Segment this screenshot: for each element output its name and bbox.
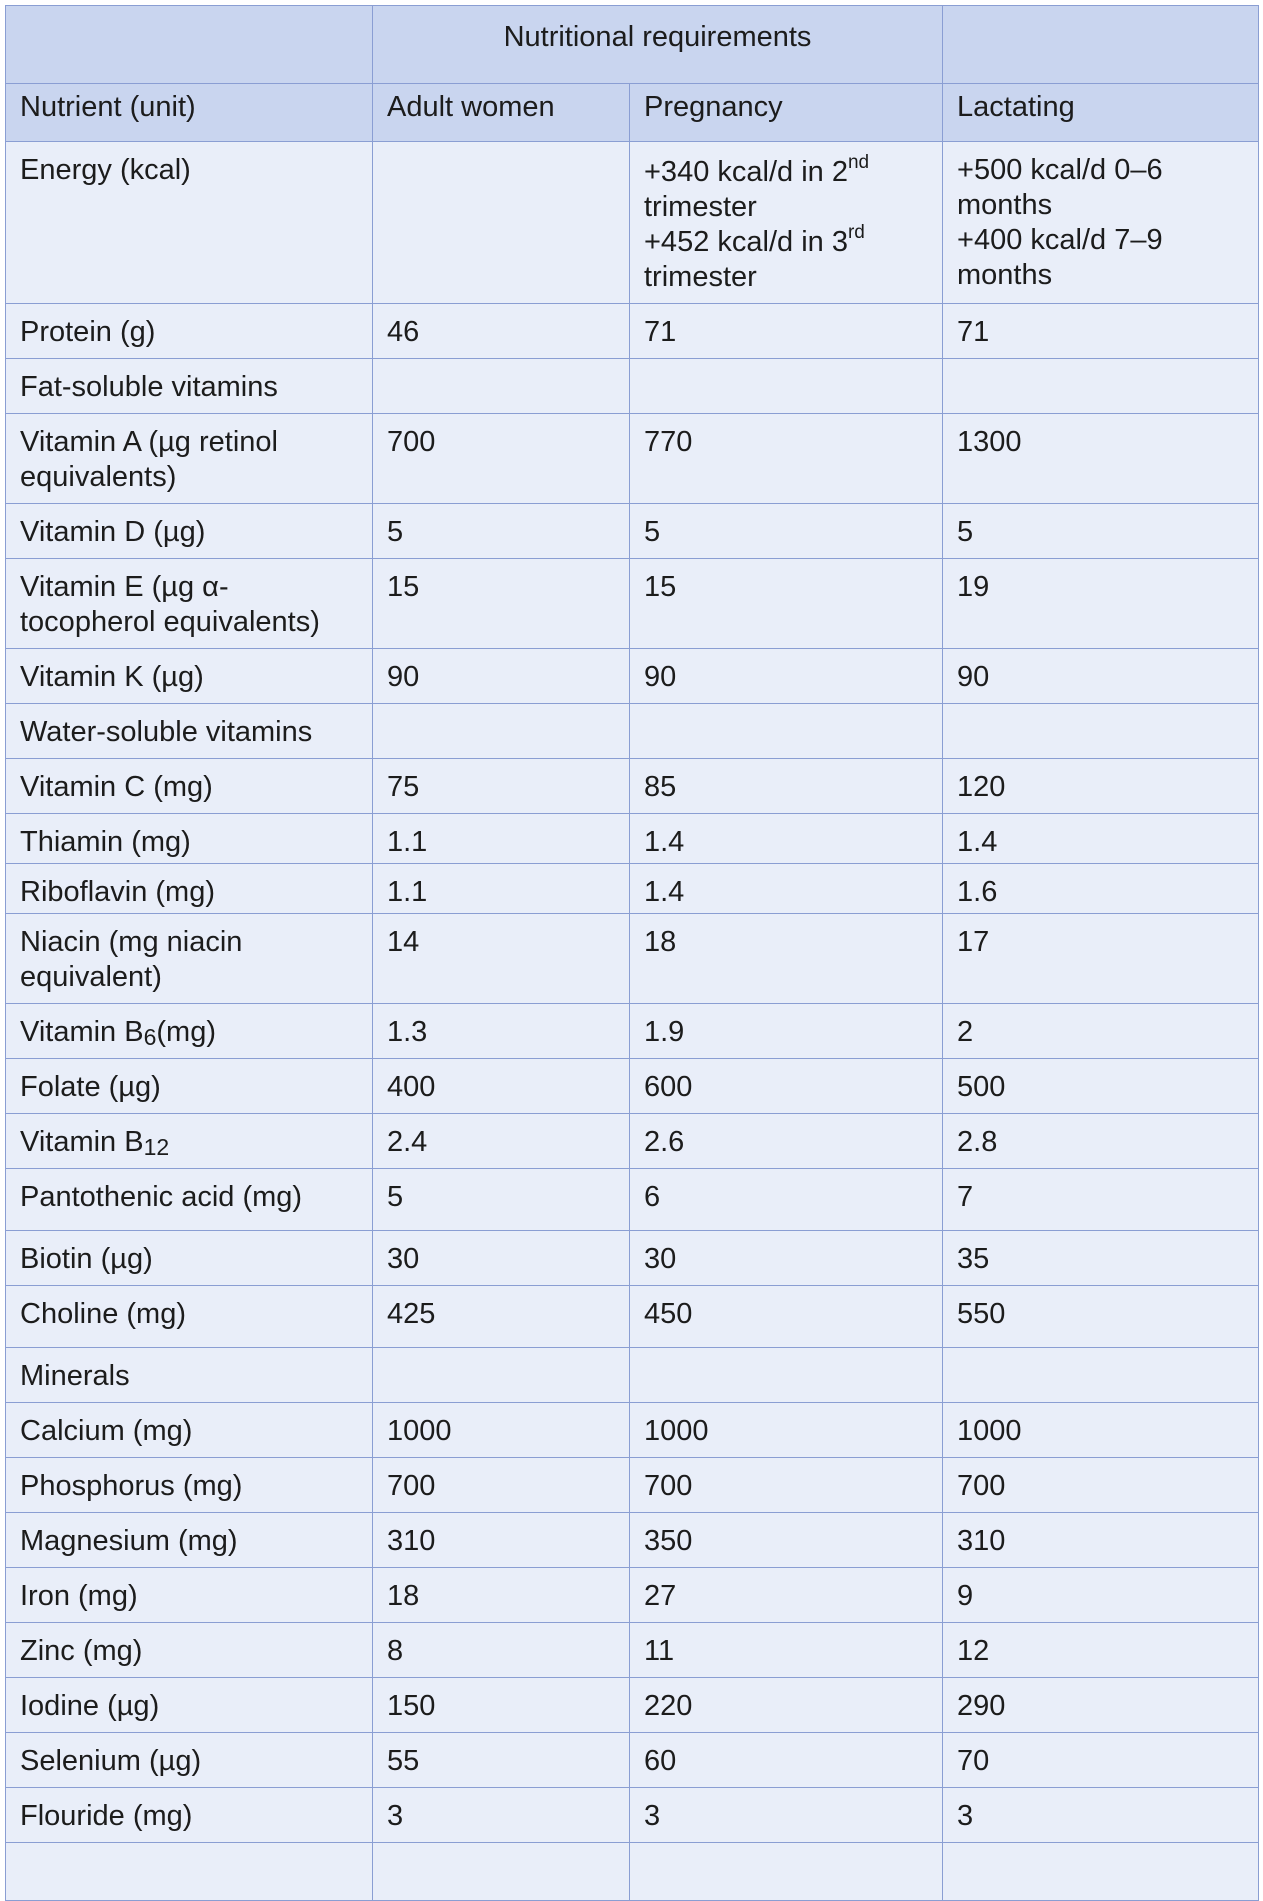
cell-pregnancy: 770 [630, 414, 943, 504]
cell-lactating: 290 [943, 1678, 1259, 1733]
cell-adult [373, 704, 630, 759]
cell-pregnancy: 11 [630, 1623, 943, 1678]
cell-pregnancy: 27 [630, 1568, 943, 1623]
cell-pregnancy: 85 [630, 759, 943, 814]
cell-lactating: 120 [943, 759, 1259, 814]
column-header-nutrient: Nutrient (unit) [6, 84, 373, 142]
cell-adult: 55 [373, 1733, 630, 1788]
cell-pregnancy: 220 [630, 1678, 943, 1733]
cell-lactating: 2.8 [943, 1114, 1259, 1169]
cell-pregnancy: 2.6 [630, 1114, 943, 1169]
energy-pregnancy [630, 142, 943, 304]
cell-nutrient [6, 1843, 373, 1901]
cell-nutrient: Vitamin E (µg α-tocopherol equivalents) [6, 559, 373, 649]
energy-pregnancy-line: trimester [644, 191, 757, 223]
cell-nutrient: Thiamin (mg) [6, 814, 373, 864]
cell-nutrient: Folate (µg) [6, 1059, 373, 1114]
energy-lactating-line: +500 kcal/d 0–6 [957, 154, 1163, 186]
cell-pregnancy: 1.9 [630, 1004, 943, 1059]
cell-nutrient: Vitamin K (µg) [6, 649, 373, 704]
cell-adult: 700 [373, 414, 630, 504]
cell-lactating: 17 [943, 914, 1259, 1004]
table-row [6, 864, 1259, 914]
table-row-energy [6, 142, 1259, 304]
header-empty-cell [6, 6, 373, 84]
cell-lactating [943, 359, 1259, 414]
table-container [5, 5, 1259, 1901]
cell-adult [373, 1843, 630, 1901]
energy-lactating-line: months [957, 259, 1053, 291]
cell-pregnancy [630, 704, 943, 759]
cell-lactating: 9 [943, 1568, 1259, 1623]
cell-adult: 1000 [373, 1403, 630, 1458]
table-row [6, 704, 1259, 759]
cell-nutrient: Niacin (mg niacin equivalent) [6, 914, 373, 1004]
column-header-adult-women: Adult women [373, 84, 630, 142]
cell-nutrient: Vitamin $B_6(mg)$ [6, 1004, 373, 1059]
cell-lactating: 1.6 [943, 864, 1259, 914]
cell-lactating: 90 [943, 649, 1259, 704]
cell-nutrient: Vitamin A (µg retinol equivalents) [6, 414, 373, 504]
table-row [6, 1458, 1259, 1513]
table-row [6, 759, 1259, 814]
cell-nutrient: Iodine (µg) [6, 1678, 373, 1733]
table-row [6, 1231, 1259, 1286]
cell-lactating: 3 [943, 1788, 1259, 1843]
cell-lactating: 7 [943, 1169, 1259, 1231]
table-row [6, 304, 1259, 359]
table-row [6, 414, 1259, 504]
energy-pregnancy-line: trimester [644, 261, 757, 293]
cell-pregnancy: 700 [630, 1458, 943, 1513]
cell-lactating: 1000 [943, 1403, 1259, 1458]
cell-pregnancy: 1.4 [630, 814, 943, 864]
cell-lactating: 70 [943, 1733, 1259, 1788]
cell-pregnancy [630, 1843, 943, 1901]
cell-adult [373, 1348, 630, 1403]
table-row [6, 1286, 1259, 1348]
cell-lactating: 71 [943, 304, 1259, 359]
cell-nutrient: Vitamin $B_{12}$ [6, 1114, 373, 1169]
cell-lactating: 12 [943, 1623, 1259, 1678]
cell-adult: 8 [373, 1623, 630, 1678]
cell-adult: 75 [373, 759, 630, 814]
cell-adult [373, 359, 630, 414]
header-empty-cell [943, 6, 1259, 84]
cell-nutrient: Protein (g) [6, 304, 373, 359]
table-row [6, 504, 1259, 559]
table-row [6, 1568, 1259, 1623]
group-title: Nutritional requirements [373, 6, 943, 84]
table-row [6, 1513, 1259, 1568]
table-row [6, 359, 1259, 414]
table-row [6, 1403, 1259, 1458]
cell-adult: 46 [373, 304, 630, 359]
cell-pregnancy [630, 1348, 943, 1403]
cell-lactating: 35 [943, 1231, 1259, 1286]
table-row [6, 1059, 1259, 1114]
table-row [6, 1114, 1259, 1169]
cell-pregnancy: 1000 [630, 1403, 943, 1458]
cell-lactating: 310 [943, 1513, 1259, 1568]
table-row [6, 814, 1259, 864]
cell-adult: 15 [373, 559, 630, 649]
cell-adult: 1.1 [373, 864, 630, 914]
cell-lactating: 2 [943, 1004, 1259, 1059]
cell-adult: 3 [373, 1788, 630, 1843]
cell-pregnancy: 60 [630, 1733, 943, 1788]
cell-pregnancy: 18 [630, 914, 943, 1004]
cell-pregnancy: 15 [630, 559, 943, 649]
column-header-row [6, 84, 1259, 142]
cell-adult: 18 [373, 1568, 630, 1623]
column-header-lactating: Lactating [943, 84, 1259, 142]
cell-adult: 425 [373, 1286, 630, 1348]
cell-adult: 5 [373, 504, 630, 559]
cell-nutrient: Selenium (µg) [6, 1733, 373, 1788]
cell-nutrient: Calcium (mg) [6, 1403, 373, 1458]
table-row [6, 914, 1259, 1004]
cell-nutrient: Phosphorus (mg) [6, 1458, 373, 1513]
table-row [6, 1733, 1259, 1788]
cell-nutrient: Fat-soluble vitamins [6, 359, 373, 414]
cell-adult: 310 [373, 1513, 630, 1568]
cell-pregnancy: 71 [630, 304, 943, 359]
cell-nutrient: Zinc (mg) [6, 1623, 373, 1678]
cell-adult: 90 [373, 649, 630, 704]
cell-lactating [943, 704, 1259, 759]
table-row [6, 1623, 1259, 1678]
energy-label: Energy (kcal) [6, 142, 373, 304]
cell-pregnancy: 1.4 [630, 864, 943, 914]
cell-adult: 1.1 [373, 814, 630, 864]
energy-pregnancy-line: +452 kcal/d in 3rd [644, 222, 865, 258]
cell-lactating [943, 1348, 1259, 1403]
column-header-pregnancy: Pregnancy [630, 84, 943, 142]
cell-lactating: 5 [943, 504, 1259, 559]
cell-pregnancy: 6 [630, 1169, 943, 1231]
cell-nutrient: Vitamin D (µg) [6, 504, 373, 559]
table-row [6, 1348, 1259, 1403]
cell-adult: 1.3 [373, 1004, 630, 1059]
energy-lactating-line: months [957, 189, 1053, 221]
table-row [6, 1843, 1259, 1901]
cell-nutrient: Vitamin C (mg) [6, 759, 373, 814]
cell-lactating: 1.4 [943, 814, 1259, 864]
cell-adult: 700 [373, 1458, 630, 1513]
cell-nutrient: Iron (mg) [6, 1568, 373, 1623]
cell-nutrient: Riboflavin (mg) [6, 864, 373, 914]
table-row [6, 1004, 1259, 1059]
cell-adult: 2.4 [373, 1114, 630, 1169]
cell-lactating: 500 [943, 1059, 1259, 1114]
table-row [6, 649, 1259, 704]
cell-lactating: 700 [943, 1458, 1259, 1513]
cell-pregnancy: 5 [630, 504, 943, 559]
cell-nutrient: Choline (mg) [6, 1286, 373, 1348]
cell-nutrient: Minerals [6, 1348, 373, 1403]
cell-pregnancy: 350 [630, 1513, 943, 1568]
cell-pregnancy [630, 359, 943, 414]
cell-lactating: 19 [943, 559, 1259, 649]
group-header-row [6, 6, 1259, 84]
cell-pregnancy: 450 [630, 1286, 943, 1348]
cell-lactating: 1300 [943, 414, 1259, 504]
cell-adult: 150 [373, 1678, 630, 1733]
cell-lactating [943, 1843, 1259, 1901]
energy-adult [373, 142, 630, 304]
cell-adult: 30 [373, 1231, 630, 1286]
cell-nutrient: Magnesium (mg) [6, 1513, 373, 1568]
cell-pregnancy: 600 [630, 1059, 943, 1114]
energy-pregnancy-line: +340 kcal/d in 2nd [644, 152, 870, 188]
cell-adult: 5 [373, 1169, 630, 1231]
cell-nutrient: Flouride (mg) [6, 1788, 373, 1843]
cell-nutrient: Pantothenic acid (mg) [6, 1169, 373, 1231]
cell-adult: 14 [373, 914, 630, 1004]
cell-lactating: 550 [943, 1286, 1259, 1348]
cell-nutrient: Biotin (µg) [6, 1231, 373, 1286]
table-row [6, 559, 1259, 649]
cell-pregnancy: 3 [630, 1788, 943, 1843]
cell-adult: 400 [373, 1059, 630, 1114]
energy-lactating [943, 142, 1259, 304]
cell-nutrient: Water-soluble vitamins [6, 704, 373, 759]
table-row [6, 1169, 1259, 1231]
table-row [6, 1788, 1259, 1843]
cell-pregnancy: 30 [630, 1231, 943, 1286]
table-row [6, 1678, 1259, 1733]
cell-pregnancy: 90 [630, 649, 943, 704]
nutrition-table [5, 5, 1259, 1901]
energy-lactating-line: +400 kcal/d 7–9 [957, 224, 1163, 256]
